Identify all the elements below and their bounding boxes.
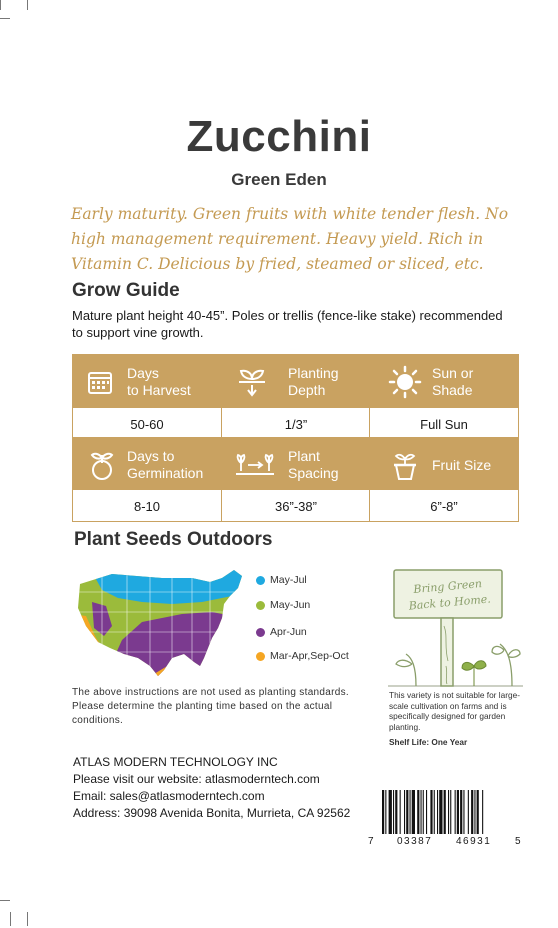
barcode-bar bbox=[406, 790, 408, 834]
garden-sign-illustration bbox=[388, 566, 523, 690]
barcode-bar bbox=[417, 790, 419, 834]
product-title: Zucchini bbox=[186, 112, 372, 161]
sign-text-line1: Bring Green bbox=[412, 577, 483, 596]
barcode-bar bbox=[426, 790, 427, 834]
barcode-bar bbox=[471, 790, 473, 834]
barcode-bar bbox=[393, 790, 394, 834]
barcode-bar bbox=[455, 790, 456, 834]
barcode-bar bbox=[395, 790, 397, 834]
legend-label: Mar-Apr,Sep-Oct bbox=[270, 650, 349, 662]
barcode-bar bbox=[468, 790, 469, 834]
barcode-bar bbox=[385, 790, 386, 834]
plant-seeds-outdoors-heading: Plant Seeds Outdoors bbox=[74, 529, 273, 550]
barcode-bar bbox=[474, 790, 475, 834]
suitability-note: This variety is not suitable for large-scale cultivation on farms and is specifically designed for garden planting. bbox=[389, 690, 520, 732]
shelf-life: Shelf Life: One Year bbox=[389, 737, 468, 747]
barcode-bar bbox=[382, 790, 384, 834]
barcode-bar bbox=[389, 790, 392, 834]
barcode-bar bbox=[421, 790, 422, 834]
days-to-germination-value: 8-10 bbox=[133, 499, 161, 514]
barcode-bar bbox=[434, 790, 435, 834]
barcode-bar bbox=[400, 790, 401, 834]
barcode-bar bbox=[430, 790, 432, 834]
sprout-icon bbox=[87, 449, 117, 481]
days-to-harvest-value: 50-60 bbox=[130, 417, 164, 432]
grow-guide-text: Mature plant height 40-45”. Poles or trellis (fence-like stake) recommended to support vine growth. bbox=[72, 308, 503, 340]
sun-or-shade-value: Full Sun bbox=[420, 417, 468, 432]
barcode-bar bbox=[410, 790, 411, 834]
barcode-bar bbox=[423, 790, 424, 834]
legend-swatch bbox=[256, 628, 265, 637]
fruit-size-value: 6”-8” bbox=[430, 499, 458, 514]
legend-swatch bbox=[256, 601, 265, 610]
barcode-bar bbox=[477, 790, 479, 834]
product-variety: Green Eden bbox=[231, 170, 327, 189]
company-address: Address: 39098 Avenida Bonita, Murrieta, CA 92562 bbox=[73, 806, 351, 820]
barcode-bar bbox=[404, 790, 405, 834]
days-to-germination-label: Days to Germination bbox=[127, 448, 204, 481]
product-description: Early maturity. Green fruits with white tender flesh. No high management requirement. Heavy yield. Rich in Vitamin C. Delicious by fried, steamed or sliced, etc. bbox=[71, 205, 509, 273]
fruit-size-label: Fruit Size bbox=[432, 457, 492, 473]
barcode-bar bbox=[482, 790, 483, 834]
seed-depth-icon bbox=[237, 365, 267, 397]
crop-mark bbox=[0, 18, 10, 19]
company-email: Email: sales@atlasmoderntech.com bbox=[73, 789, 265, 803]
sign-text-line2: Back to Home. bbox=[408, 592, 492, 613]
crop-mark bbox=[27, 912, 28, 926]
sun-icon bbox=[388, 365, 422, 399]
days-to-harvest-label: Days to Harvest bbox=[127, 365, 191, 398]
barcode-group-1: 03387 bbox=[397, 836, 433, 847]
grow-guide-table bbox=[72, 354, 519, 522]
plant-spacing-value: 36”-38” bbox=[275, 499, 317, 514]
crop-mark bbox=[0, 0, 1, 10]
barcode-check-digit: 5 bbox=[515, 836, 521, 847]
crop-mark bbox=[10, 912, 11, 926]
crop-mark bbox=[0, 900, 10, 901]
company-name: ATLAS MODERN TECHNOLOGY INC bbox=[73, 755, 278, 769]
legend-label: May-Jul bbox=[270, 574, 307, 586]
plant-spacing-label: Plant Spacing bbox=[288, 448, 339, 481]
barcode-bar bbox=[444, 790, 446, 834]
planting-disclaimer: The above instructions are not used as planting standards. Please determine the planting time based on the actual conditions. bbox=[72, 687, 350, 726]
legend-swatch bbox=[256, 652, 265, 661]
planting-depth-value: 1/3” bbox=[284, 417, 308, 432]
crop-mark bbox=[27, 0, 28, 10]
us-planting-zone-map bbox=[72, 562, 250, 684]
spacing-icon bbox=[235, 449, 275, 481]
barcode-group-2: 46931 bbox=[456, 836, 492, 847]
calendar-icon bbox=[87, 369, 113, 395]
barcode-bar bbox=[448, 790, 449, 834]
barcode-bar bbox=[450, 790, 451, 834]
legend-label: Apr-Jun bbox=[270, 626, 307, 638]
legend-swatch bbox=[256, 576, 265, 585]
planting-depth-label: Planting Depth bbox=[288, 365, 339, 398]
barcode-bar bbox=[439, 790, 442, 834]
barcode-bar bbox=[460, 790, 462, 834]
barcode-bar bbox=[437, 790, 438, 834]
legend-label: May-Jun bbox=[270, 599, 311, 611]
potted-plant-icon bbox=[390, 449, 420, 481]
barcode-bar bbox=[457, 790, 459, 834]
barcode-bar bbox=[463, 790, 464, 834]
barcode-bar bbox=[412, 790, 415, 834]
barcode-lead-digit: 7 bbox=[368, 836, 374, 847]
sun-or-shade-label: Sun or Shade bbox=[432, 365, 474, 398]
company-website: Please visit our website: atlasmoderntech.com bbox=[73, 772, 320, 786]
grow-guide-heading: Grow Guide bbox=[72, 280, 180, 301]
